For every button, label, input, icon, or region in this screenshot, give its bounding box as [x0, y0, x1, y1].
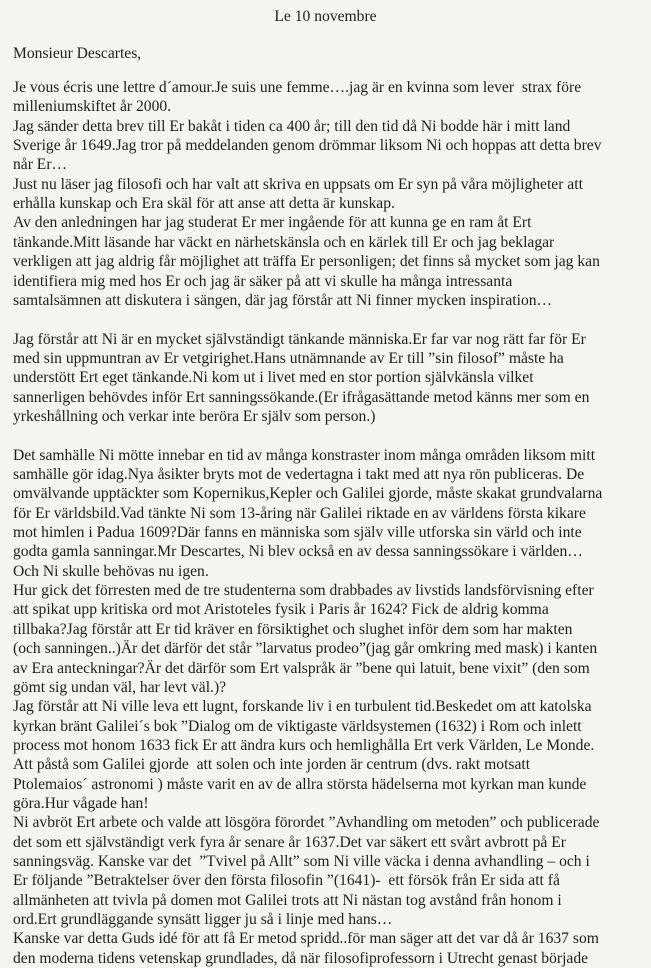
body-line: (och sanningen..)Är det därför det står ”larvatus prodeo”(jag går omkring med mask) i kanten — [13, 640, 598, 658]
body-line: godta gamla sanningar.Mr Descartes, Ni blev också en av dessa sanningssökare i världen… — [13, 543, 583, 561]
body-line: når Er… — [13, 156, 68, 174]
body-line: Kanske var detta Guds idé för att få Er metod spridd..för man säger att det var då år 1637 som — [13, 930, 599, 948]
body-line: för Er världsbild.Vad tänkte Ni som 13-åring när Galilei riktade en av världens första kikare — [13, 504, 586, 522]
body-line: milleniumskiftet år 2000. — [13, 98, 172, 116]
body-line: gömt sig undan väl, har levt väl.)? — [13, 678, 227, 696]
body-line: Av den anledningen har jag studerat Er mer ingående för att kunna ge en ram åt Ert — [13, 214, 532, 232]
body-line: understött Ert eget tänkande.Ni kom ut i livet med en stor portion självkänsla vilket — [13, 369, 534, 387]
body-line: Ptolemaios´ astronomi ) måste varit en av de allra största hädelserna mot kyrkan man kunde — [13, 775, 587, 793]
body-line: av Era anteckningar?Är det därför som Ert valspråk är ”bene qui latuit, bene vixit” (den som — [13, 659, 590, 677]
body-line: samhälle gör idag.Nya åsikter bryts mot de vedertagna i takt med att nya rön publiceras. De — [13, 466, 585, 483]
body-line: Och Ni skulle behövas nu igen. — [13, 562, 209, 580]
body-line: ord.Ert grundläggande synsätt ligger ju så i linje med hans… — [13, 911, 393, 929]
body-line: Hur gick det förresten med de tre studenterna som drabbades av livstids landsförvisning efter — [13, 582, 594, 600]
body-line: Just nu läser jag filosofi och har valt att skriva en uppsats om Er syn på våra möjligheter att — [13, 175, 583, 193]
body-line: Er följande ”Betraktelser över den första filosofin ”(1641)- ett försök från Er sida att få — [13, 872, 560, 890]
body-line: kyrkan bränt Galilei´s bok ”Dialog om de viktigaste världsystemen (1632) i Rom och inlett — [13, 717, 582, 735]
body-line: Sverige år 1649.Jag tror på meddelanden genom drömmar liksom Ni och hoppas att detta brev — [13, 137, 602, 155]
letter-salutation: Monsieur Descartes, — [13, 45, 142, 62]
body-line: sannerligen behövdes inför Ert sanningssökande.(Er ifrågasättande metod känns mer som en — [13, 388, 590, 406]
body-line: Jag sänder detta brev till Er bakåt i tiden ca 400 år; till den tid då Ni bodde här i mitt land — [13, 117, 571, 135]
body-line: Jag förstår att Ni ville leva ett lugnt, forskande liv i en turbulent tid.Beskedet om att katolska — [13, 698, 592, 716]
body-line: det som ett självständigt verk fyra år senare år 1637.Det var säkert ett svårt avbrott på Er — [13, 833, 566, 851]
body-line: Ni avbröt Ert arbete och valde att lösgöra förordet ”Avhandling om metoden” och publicerade — [13, 814, 600, 832]
body-line: identifiera mig med hos Er och jag är säker på att vi skulle ha många intressanta — [13, 272, 513, 290]
body-line: omvälvande upptäckter som Kopernikus,Kepler och Galilei gjorde, måste skakat grundvalarna — [13, 485, 603, 503]
body-line: Jag förstår att Ni är en mycket självständigt tänkande människa.Er far var nog rätt far för Er — [13, 330, 586, 348]
body-line: den moderna tidens vetenskap grundlades, då när filosofiprofessorn i Utrecht genast började — [13, 949, 589, 967]
body-line: göra.Hur vågade han! — [13, 794, 149, 812]
body-line: Je vous écris une lettre d´amour.Je suis une femme….jag är en kvinna som lever strax före — [13, 79, 582, 96]
body-line: tänkande.Mitt läsande har väckt en närhetskänsla och en kärlek till Er och jag beklagar — [13, 233, 555, 251]
body-line: Att påstå som Galilei gjorde att solen och inte jorden är centrum (dvs. rakt motsatt — [13, 756, 531, 774]
letter-date: Le 10 novembre — [274, 8, 377, 25]
body-line: allmänheten att tvivla på domen mot Galilei trots att Ni nästan tog avstånd från honom i — [13, 891, 562, 909]
body-line: Det samhälle Ni mötte innebar en tid av många konstraster inom många områden liksom mitt — [13, 446, 596, 464]
body-line: process mot honom 1633 fick Er att ändra kurs och hemlighålla Ert verk Världen, Le Monde. — [13, 736, 595, 754]
body-line: att spikat upp kritiska ord mot Aristoteles fysik i Paris år 1624? Fick de aldrig komma — [13, 601, 549, 619]
body-line: sanningsväg. Kanske var det ”Tvivel på Allt” som Ni ville väcka i denna avhandling – och i — [13, 853, 590, 870]
body-line: erhålla kunskap och Era skäl för att anse att detta är kunskap. — [13, 195, 395, 213]
body-line: mot himlen i Padua 1609?Där fanns en människa som själv ville utforska sin värld och inte — [13, 524, 582, 542]
body-line: tillbaka?Jag förstår att Er tid kräver en försiktighet och slughet inför dem som har makten — [13, 620, 573, 638]
body-line: med sin uppmuntran av Er vetgirighet.Hans utnämnande av Er till ”sin filosof” måste ha — [13, 349, 564, 367]
body-line: verkligen att jag aldrig får möjlighet att träffa Er personligen; det finns så mycket som jag kan — [13, 253, 600, 271]
body-line: yrkeshållning och verkar inte beröra Er själv som person.) — [13, 407, 376, 425]
body-line: samtalsämnen att diskutera i sängen, där jag förstår att Ni finner mycken inspiration… — [13, 291, 553, 309]
